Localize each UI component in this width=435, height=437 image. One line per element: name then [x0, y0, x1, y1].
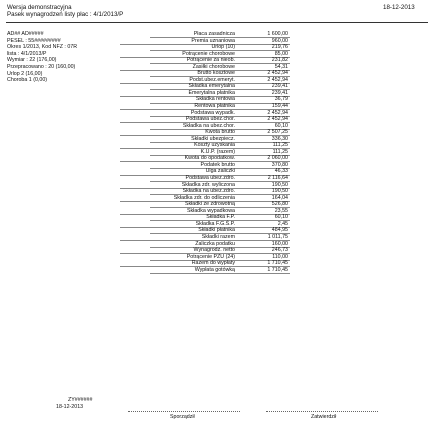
pay-item-label: Podstawa ubez.zdro. — [185, 175, 235, 182]
pay-item-value: 190,50 — [271, 188, 288, 195]
pay-item-value: 111,25 — [272, 148, 288, 155]
pay-item-value: 160,00 — [271, 240, 288, 247]
pay-item-label: Składki ubezpiecz. — [191, 135, 235, 142]
employee-worked: Przepracowano : 20 (160,00) — [7, 63, 76, 70]
pay-item-label: Płaca zasadnicza — [193, 31, 235, 37]
pay-item-value: 54,31 — [274, 63, 288, 70]
pay-item-value: 46,33 — [274, 168, 288, 175]
pay-item-value: 219,76 — [271, 44, 288, 51]
pay-item-label: Składka F.G.Ś.P. — [195, 220, 235, 227]
header-divider — [6, 22, 428, 23]
pay-item-value: 239,41 — [271, 89, 288, 96]
pay-item-label: Składka zdr. wyliczona — [181, 181, 235, 188]
pay-item-label: Potrącenie chorobowe — [182, 50, 235, 57]
pay-item-value: 1 600,00 — [267, 31, 288, 37]
pay-item-label: Zaliczka podatku — [195, 240, 235, 247]
pay-item-value: 1 011,75 — [267, 233, 288, 240]
pay-item-value: 1 710,45 — [267, 260, 288, 267]
pay-item-value: 36,79 — [274, 96, 288, 103]
pay-item-label: Zasiłki chorobowe — [192, 63, 235, 70]
employee-list: lista : 4/1/2013/P — [7, 50, 47, 57]
pay-item-label: Składka na ubez.chor. — [182, 122, 235, 129]
approved-signature-line — [266, 411, 378, 412]
pay-item-value: 85,00 — [274, 50, 288, 57]
print-date: 18-12-2013 — [383, 4, 415, 11]
pay-item-value: 159,44 — [271, 103, 288, 110]
pay-item-label: Kwota brutto — [205, 129, 235, 136]
pay-item-value: 190,50 — [271, 181, 288, 188]
pay-item-label: Podstawa wypadk. — [190, 109, 235, 116]
pay-item-value: 960,00 — [271, 37, 288, 44]
employee-name: AD## AD##### — [7, 31, 44, 37]
pay-item-value: 2 452,94 — [267, 109, 288, 116]
signer-code: ZY###### — [68, 397, 93, 403]
pay-item-label: Składka F.P. — [206, 214, 235, 221]
pay-item-label: Ulga zaliczki — [205, 168, 235, 175]
pay-item-value: 60,10 — [274, 214, 288, 221]
pay-item-value: 336,30 — [271, 135, 288, 142]
pay-item-value: 484,95 — [271, 227, 288, 234]
signer-date: 18-12-2013 — [56, 404, 84, 410]
approved-label: Zatwierdził — [311, 414, 337, 420]
pay-item-label: Składka zdr. do odliczenia — [173, 194, 235, 201]
demo-notice: Wersja demonstracyjna — [7, 4, 72, 11]
pay-item-label: Podatek brutto — [200, 161, 235, 168]
pay-item-label: Składki razem — [201, 233, 235, 240]
pay-item-value: 2 116,64 — [267, 175, 288, 182]
employee-pesel: PESEL : 55######### — [7, 37, 61, 44]
pay-item-value: 370,80 — [271, 161, 288, 168]
pay-item-label: Składka na ubez.zdro. — [182, 188, 235, 195]
employee-work-time: Wymiar : 22 (176,00) — [7, 57, 57, 64]
pay-item-label: Składka rentowa — [195, 96, 235, 103]
pay-item-value: 239,41 — [271, 83, 288, 90]
employee-period: Okres 1/2013, Kod NFZ : 07R — [7, 44, 78, 51]
pay-item-value: 23,55 — [274, 207, 288, 214]
pay-item-value: 60,10 — [274, 122, 288, 129]
pay-item-label: Razem do wypłaty — [191, 260, 235, 267]
pay-item-label: Rentowa płatnika — [194, 103, 235, 110]
list-title: Pasek wynagrodzeń listy płac : 4/1/2013/P — [7, 11, 124, 18]
pay-items-table — [120, 31, 290, 273]
pay-item-value: 2 060,00 — [267, 155, 288, 162]
pay-item-row — [120, 267, 290, 274]
pay-item-label: Składki płatnika — [198, 227, 235, 234]
pay-item-label: K.U.P. (razem) — [200, 148, 235, 155]
pay-item-label: Wynagrodz. netto — [193, 247, 235, 254]
pay-item-label: Urlop (10) — [211, 44, 235, 51]
pay-item-label: Emerytalna płatnika — [188, 89, 235, 96]
pay-item-label: Podst.ubez.emeryt. — [189, 76, 235, 83]
pay-item-value: 111,25 — [272, 142, 288, 149]
pay-item-label: Składka wypadkowa — [187, 207, 235, 214]
prepared-signature-line — [128, 411, 240, 412]
pay-item-value: 526,80 — [271, 201, 288, 208]
pay-item-value: 2 452,94 — [267, 76, 288, 83]
employee-sickness: Choroba 1 (0,00) — [7, 77, 48, 84]
pay-item-value: 246,73 — [271, 247, 288, 254]
pay-item-value: 231,82 — [271, 57, 288, 64]
pay-item-value: 164,04 — [271, 194, 288, 201]
pay-item-label: Składki ze zdrowotną — [184, 201, 235, 208]
pay-item-label: Potrącenie PZU (24) — [186, 253, 235, 260]
pay-item-value: 110,00 — [272, 253, 288, 260]
pay-item-value: 2 507,25 — [267, 129, 288, 136]
pay-item-label: Potrącenie za nieob. — [186, 57, 235, 64]
pay-item-value: 2 452,94 — [267, 116, 288, 123]
pay-item-value: 1 710,45 — [267, 266, 288, 273]
pay-item-label: Podstawa ubez.chor. — [185, 116, 235, 123]
pay-item-label: Koszty uzyskania — [194, 142, 235, 149]
pay-item-label: Brutto kosztowe — [197, 70, 235, 77]
employee-leave: Urlop 2 (16,00) — [7, 70, 43, 77]
pay-item-label: Kwota do opodatkow. — [184, 155, 235, 162]
pay-item-label: Premia uznaniowa — [191, 37, 235, 44]
pay-item-value: 2,45 — [277, 220, 288, 227]
prepared-label: Sporządził — [170, 414, 195, 420]
pay-item-label: Składka emerytalna — [188, 83, 235, 90]
employee-info — [7, 31, 77, 84]
pay-item-label: Wypłata gotówką — [194, 266, 235, 273]
pay-item-value: 2 452,94 — [267, 70, 288, 77]
